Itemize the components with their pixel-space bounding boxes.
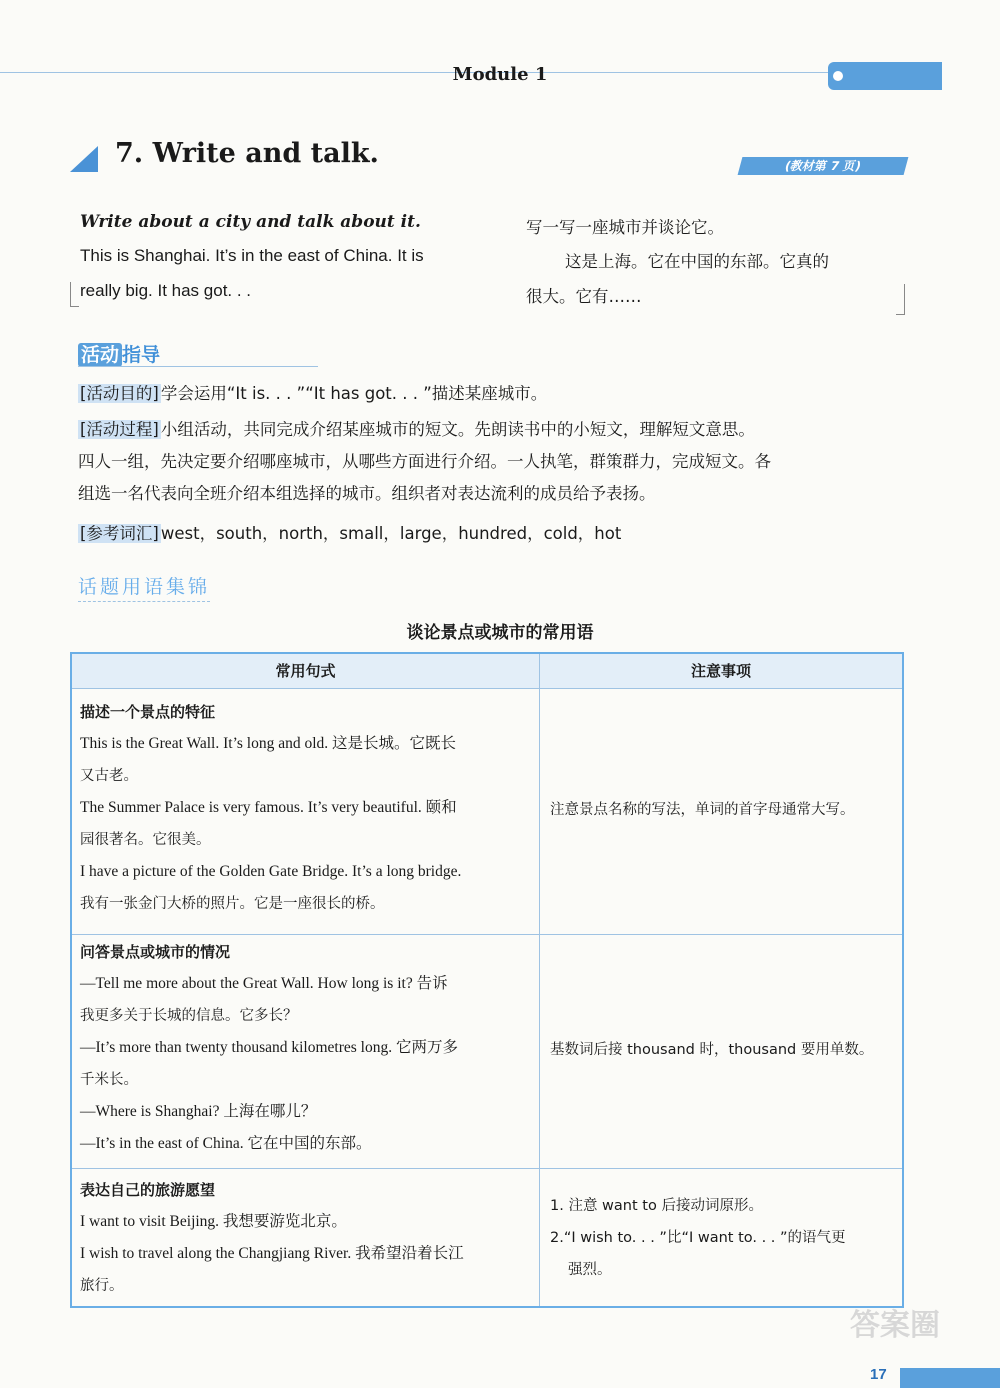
table-row xyxy=(80,1174,530,1302)
table-row xyxy=(80,696,530,920)
row-line: 旅行。 xyxy=(80,1278,124,1294)
instruction-en: Write about a city and talk about it. xyxy=(80,212,421,232)
sample-cn-line1: 这是上海。它在中国的东部。它真的 xyxy=(565,252,829,271)
row-line: —Where is Shanghai? 上海在哪儿？ xyxy=(80,1103,317,1120)
row-note xyxy=(550,1190,900,1286)
row-heading: 问答景点或城市的情况 xyxy=(80,943,231,961)
row-line: 我有一张金门大桥的照片。它是一座很长的桥。 xyxy=(80,896,385,912)
row-line: —Tell me more about the Great Wall. How long is it? 告诉 xyxy=(80,975,448,992)
activity-title-rest: 指导 xyxy=(122,344,161,366)
row-line: I wish to travel along the Changjiang River. 我希望沿着长江 xyxy=(80,1245,464,1262)
row-note-2a: 2.“I wish to. . . ”比“I want to. . . ”的语气更 xyxy=(550,1230,846,1246)
row-line: —It’s more than twenty thousand kilometres long. 它两万多 xyxy=(80,1039,458,1056)
instruction-cn: 写一写一座城市并谈论它。 xyxy=(526,218,724,237)
section-title: 7. Write and talk. xyxy=(115,138,379,169)
sample-cn-line2: 很大。它有…… xyxy=(526,287,642,306)
row-line: 园很著名。它很美。 xyxy=(80,832,211,848)
row-note: 基数词后接 thousand 时，thousand 要用单数。 xyxy=(550,1042,874,1058)
row-line: I have a picture of the Golden Gate Bridge. It’s a long bridge. xyxy=(80,863,462,880)
sample-en-line1: This is Shanghai. It’s in the east of China. It is xyxy=(80,246,424,265)
activity-title xyxy=(78,340,160,367)
module-title: Module 1 xyxy=(452,64,548,85)
header-tab-dot-icon xyxy=(833,71,843,81)
activity-vocab xyxy=(78,518,920,550)
section-triangle-icon xyxy=(70,146,98,172)
phrases-table xyxy=(70,652,904,1308)
row-note: 注意景点名称的写法，单词的首字母通常大写。 xyxy=(550,802,855,818)
table-row xyxy=(80,936,530,1160)
textbook-ref-badge: (教材第 7 页) xyxy=(738,157,909,175)
process-line3: 组选一名代表向全班介绍本组选择的城市。组织者对表达流利的成员给予表扬。 xyxy=(78,484,656,503)
goal-text: 学会运用“It is. . . ”“It has got. . . ”描述某座城市。 xyxy=(160,384,548,403)
activity-rule xyxy=(78,366,318,367)
row-heading: 表达自己的旅游愿望 xyxy=(80,1181,216,1199)
table-divider xyxy=(72,934,902,935)
bracket-decor xyxy=(896,284,905,315)
row-note-2b: 强烈。 xyxy=(568,1262,612,1278)
row-line: 千米长。 xyxy=(80,1072,138,1088)
table-header-col2: 注意事项 xyxy=(540,654,902,688)
table-header-col1: 常用句式 xyxy=(72,654,539,688)
table-divider xyxy=(539,654,540,1306)
vocab-tag: [参考词汇] xyxy=(80,524,159,543)
activity-process xyxy=(78,414,920,510)
row-line: 我更多关于长城的信息。它多长？ xyxy=(80,1008,298,1024)
page-number: 17 xyxy=(870,1366,887,1383)
watermark-logo: 答案圈 xyxy=(850,1308,940,1343)
row-line: The Summer Palace is very famous. It’s very beautiful. 颐和 xyxy=(80,799,457,816)
topic-title: 话题用语集锦 xyxy=(78,572,210,602)
table-divider xyxy=(72,1168,902,1169)
row-heading: 描述一个景点的特征 xyxy=(80,703,216,721)
process-line1: 小组活动，共同完成介绍某座城市的短文。先朗读书中的小短文，理解短文意思。 xyxy=(160,420,755,439)
activity-title-box: 活动 xyxy=(78,343,122,367)
row-line: —It’s in the east of China. 它在中国的东部。 xyxy=(80,1135,372,1152)
row-line: I want to visit Beijing. 我想要游览北京。 xyxy=(80,1213,347,1230)
table-title: 谈论景点或城市的常用语 xyxy=(406,623,594,643)
table-divider xyxy=(72,688,902,689)
bracket-decor xyxy=(70,282,79,307)
row-line: This is the Great Wall. It’s long and old. 这是长城。它既长 xyxy=(80,735,457,752)
process-line2: 四人一组，先决定要介绍哪座城市，从哪些方面进行介绍。一人执笔，群策群力，完成短文。各 xyxy=(78,452,771,471)
goal-tag: [活动目的] xyxy=(80,384,159,403)
activity-goal xyxy=(78,378,920,410)
row-line: 又古老。 xyxy=(80,768,138,784)
row-note-1: 1. 注意 want to 后接动词原形。 xyxy=(550,1198,763,1214)
vocab-text: west，south，north，small，large，hundred，cold，hot xyxy=(160,524,622,543)
sample-en-line2: really big. It has got. . . xyxy=(80,281,252,300)
process-tag: [活动过程] xyxy=(80,420,159,439)
header-tab xyxy=(828,62,942,90)
page-bar xyxy=(900,1368,1000,1388)
